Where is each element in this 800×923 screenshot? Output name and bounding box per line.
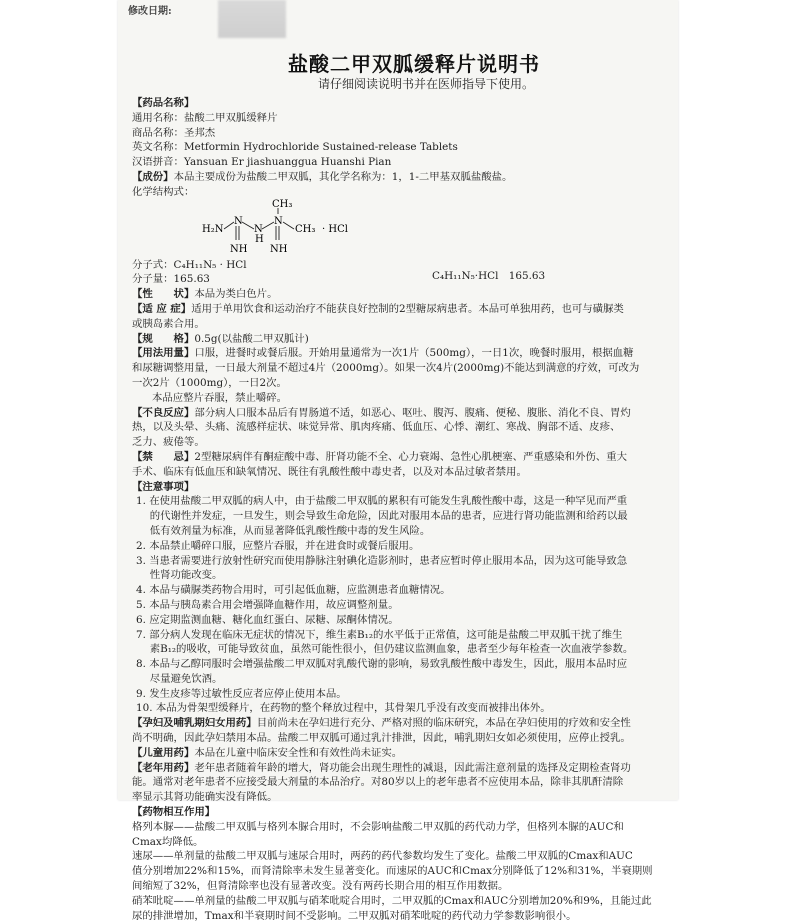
page-subtitle: 请仔细阅读说明书并在医师指导下使用。 [318,77,535,91]
structure-nh1: NH [230,243,248,255]
structure-label: 化学结构式： [132,185,195,198]
adverse-line-1: 部分病人口服本品后有胃肠道不适，如恶心、呕吐、腹泻、腹痛、便秘、腹胀、消化不良、胃灼 [194,406,631,419]
section-interactions: 【药物相互作用】 [132,806,216,819]
precaution-line: 尽量避免饮酒。 [136,672,223,685]
redacted-block [218,0,286,38]
section-precautions: 【注意事项】 [132,480,195,493]
elderly-line-3: 率显示其肾功能确实没有降低。 [132,791,278,804]
character-text: 本品为类白色片。 [194,288,278,301]
adverse-line-2: 热，以及头晕、头痛、流感样症状、味觉异常、肌肉疼痛、低血压、心悸、潮红、寒战、胸部不适、皮疹、 [132,421,621,434]
adverse-line-3: 乏力、疲倦等。 [132,436,205,449]
dosage-line-3: 一次2片（1000mg），一日2次。 [132,376,287,389]
interaction-line: 硝苯吡啶——单剂量的盐酸二甲双胍与硝苯吡啶合用时，二甲双胍的Cmax和AUC分别增加20%和9%，且能过此 [132,894,652,907]
section-elderly: 【老年用药】 [132,761,195,774]
generic-name: 通用名称：盐酸二甲双胍缓释片 [132,111,278,124]
structure-h1: H [255,233,264,245]
dosage-line-1: 口服，进餐时或餐后服。开始用量通常为一次1片（500mg），一日1次，晚餐时服用，根据血糖 [194,347,634,360]
formula-and-weight: C₄H₁₁N₅·HCl 165.63 [432,270,546,283]
section-drug-name: 【药品名称】 [132,97,195,109]
trade-name: 商品名称：圣邦杰 [132,126,216,139]
pinyin-name: 汉语拼音：Yansuan Er jiashuanggua Huanshi Pian [132,156,392,169]
structure-ch3-top: CH₃ [272,198,293,210]
structure-h2n: H₂N [202,223,224,235]
indications-line-1: 适用于单用饮食和运动治疗不能获良好控制的2型糖尿病患者。本品可单独用药，也可与磺脲类 [191,302,624,315]
pediatric-text: 本品在儿童中临床安全性和有效性尚未证实。 [194,746,403,759]
interaction-line: 格列本脲——盐酸二甲双胍与格列本脲合用时，不会影响盐酸二甲双胍的药代动力学，但格列本脲的AUC和 [132,820,624,833]
dosage-line-4: 本品应整片吞服，禁止嚼碎。 [152,391,288,404]
precaution-line: 2. 本品禁止嚼碎口服，应整片吞服，并在进食时或餐后服用。 [136,539,420,552]
dosage-line-2: 和尿糖调整用量，一日最大剂量不超过4片（2000mg）。如果一次4片(2000mg)不能达到满意的疗效，可改为 [132,362,640,375]
precaution-line: 10. 本品为骨架型缓释片，在药物的整个释放过程中，其骨架几乎没有改变而被排出体外。 [136,702,551,715]
leaflet-sheet [118,0,678,922]
section-indications: 【适 应 症】 [132,302,192,315]
precaution-line: 6. 应定期监测血糖、糖化血红蛋白、尿糖、尿酮体情况。 [136,613,399,626]
precaution-line: 素B₁₂的吸收，可能导致贫血，虽然可能性很小，但仍建议监测血象，患者至少每年检查一次血液学参数。 [136,643,634,656]
interaction-line: 值分别增加22%和15%，而肾清除率未发生显著变化。而速尿的AUC和Cmax分别降低了12%和31%，半衰期则 [132,865,653,878]
structure-hcl: · HCl [322,223,348,235]
precaution-line: 4. 本品与磺脲类药物合用时，可引起低血糖，应监测患者血糖情况。 [136,584,451,597]
elderly-line-2: 能。通常对老年患者不应接受最大剂量的本品治疗。对80岁以上的老年患者不应使用本品，除非其肌酐清除 [132,776,624,789]
precaution-line: 低有效剂量为标准，从而显著降低乳酸性酸中毒的发生风险。 [136,524,431,537]
chemical-structure-diagram [202,198,422,258]
elderly-line-1: 老年患者随着年龄的增大，肾功能会出现生理性的减退，因此需注意剂量的选择及定期检查肾功 [194,761,631,774]
pregnancy-line-2: 尚不明确，因此孕妇禁用本品。盐酸二甲双胍可通过乳汁排泄，因此，哺乳期妇女如必须使用，应停止授乳。 [132,732,631,745]
chemical-structure [132,198,667,258]
composition-text: 本品主要成份为盐酸二甲双胍，其化学名称为：1，1-二甲基双胍盐酸盐。 [173,170,513,183]
precaution-line: 1. 在使用盐酸二甲双胍的病人中，由于盐酸二甲双胍的累积有可能发生乳酸性酸中毒，这是一种罕见而严重 [136,495,628,508]
molecular-weight: 分子量：165.63 [132,273,210,286]
structure-nh2: NH [270,243,288,255]
spec-text: 0.5g(以盐酸二甲双胍计) [194,332,309,345]
precaution-line: 8. 本品与乙醇同服时会增强盐酸二甲双胍对乳酸代谢的影响，易致乳酸性酸中毒发生，因此，服用本品时应 [136,658,628,671]
precaution-line: 7. 部分病人发现在临床无症状的情况下，维生素B₁₂的水平低于正常值，这可能是盐酸二甲双胍干扰了维生 [136,628,623,641]
precaution-line: 5. 本品与胰岛素合用会增强降血糖作用，故应调整剂量。 [136,598,399,611]
structure-n3: N [274,215,283,227]
pregnancy-line-1: 目前尚未在孕妇进行充分、严格对照的临床研究，本品在孕妇使用的疗效和安全性 [256,717,631,730]
structure-ch3-right: CH₃ [295,223,316,235]
section-dosage: 【用法用量】 [132,347,195,360]
structure-n2: N [254,223,263,235]
section-composition: 【成份】 [132,170,174,183]
page-title: 盐酸二甲双胍缓释片说明书 [288,52,540,76]
indications-line-2: 或胰岛素合用。 [132,317,205,330]
interaction-line: 间缩短了32%，但肾清除率也没有显著改变。没有两药长期合用的相互作用数据。 [132,880,509,893]
interaction-line: 尿的排泄增加，Tmax和半衰期时间不受影响。二甲双胍对硝苯吡啶的药代动力学参数影响很小。 [132,909,577,922]
precaution-line: 性肾功能改变。 [136,569,223,582]
english-name: 英文名称：Metformin Hydrochloride Sustained-release Tablets [132,141,458,154]
section-character: 【性 状】 [132,288,195,301]
contra-line-1: 2型糖尿病伴有酮症酸中毒、肝肾功能不全、心力衰竭、急性心肌梗塞、严重感染和外伤、重大 [194,450,627,463]
section-pregnancy: 【孕妇及哺乳期妇女用药】 [132,717,257,730]
interaction-line: 速尿——单剂量的盐酸二甲双胍与速尿合用时，两药的药代参数均发生了变化。盐酸二甲双胍的Cmax和AUC [132,850,633,863]
interaction-line: Cmax均降低。 [132,835,204,848]
structure-n1: N [234,215,243,227]
precaution-line: 3. 当患者需要进行放射性研究而使用静脉注射碘化造影剂时，患者应暂时停止服用本品，因为这可能导致急 [136,554,628,567]
section-adverse: 【不良反应】 [132,406,195,419]
precaution-line: 9. 发生皮疹等过敏性反应者应停止使用本品。 [136,687,347,700]
section-spec: 【规 格】 [132,332,195,345]
leaflet-content [132,96,667,923]
molecular-formula: 分子式：C₄H₁₁N₅ · HCl [132,258,247,271]
section-pediatric: 【儿童用药】 [132,746,195,759]
precaution-line: 的代谢性并发症，一旦发生，则会导致生命危险，因此对服用本品的患者，应进行肾功能监测和给药以最 [136,510,628,523]
revision-date-label: 修改日期: [128,6,172,17]
contra-line-2: 手术、临床有低血压和缺氧情况、既往有乳酸性酸中毒史者，以及对本品过敏者禁用。 [132,465,527,478]
section-contraindications: 【禁 忌】 [132,450,195,463]
